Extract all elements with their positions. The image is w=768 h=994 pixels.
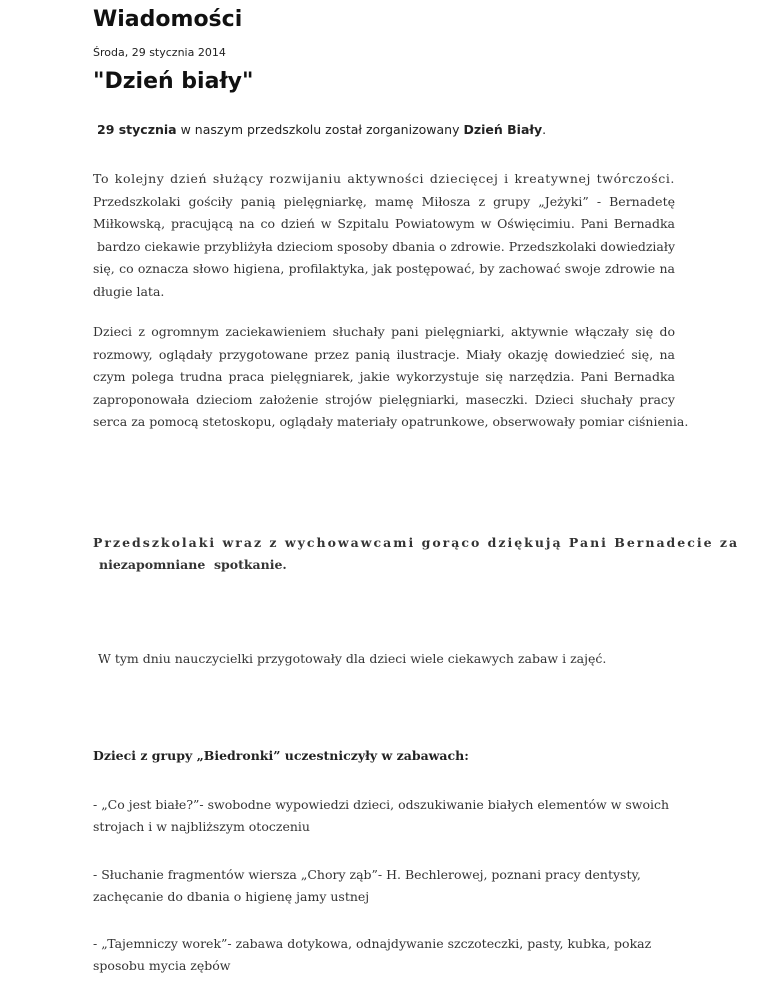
activity-line: strojach i w najbliższym otoczeniu (93, 819, 310, 834)
activity-line: - „Tajemniczy worek”- zabawa dotykowa, odnajdywanie szczoteczki, pasty, kubka, pokaz (93, 936, 652, 951)
activity-line: sposobu mycia zębów (93, 958, 231, 973)
paragraph-line: bardzo ciekawie przybliżyła dzieciom sposoby dbania o zdrowie. Przedszkolaki dowiedziały (93, 238, 675, 254)
activities-note: W tym dniu nauczycielki przygotowały dla dzieci wiele ciekawych zabaw i zajęć. (98, 651, 607, 666)
post-date: Środa, 29 stycznia 2014 (93, 46, 226, 59)
paragraph-line: czym polega trudna praca pielęgniarek, jakie wykorzystuje się narzędzia. Pani Bernadka (93, 369, 675, 384)
paragraph-line: Dzieci z ogromnym zaciekawieniem słuchały pani pielęgniarki, aktywnie włączały się do (93, 324, 675, 339)
paragraph-line: To kolejny dzień służący rozwijaniu aktywności dziecięcej i kreatywnej twórczości. (93, 171, 675, 186)
activity-line: - Słuchanie fragmentów wiersza „Chory ząb”- H. Bechlerowej, poznani pracy dentysty, (93, 867, 641, 882)
post-title: "Dzień biały" (93, 69, 254, 94)
intro-event: Dzień Biały (463, 122, 543, 137)
activity-item (93, 794, 675, 838)
paragraph-line: Miłkowską, pracującą na co dzień w Szpitalu Powiatowym w Oświęcimiu. Pani Bernadka (93, 216, 675, 231)
thanks-paragraph (93, 532, 740, 576)
activity-line: zachęcanie do dbania o higienę jamy ustnej (93, 889, 370, 904)
intro-line (97, 122, 546, 137)
activity-item (93, 864, 675, 908)
paragraph-line: serca za pomocą stetoskopu, oglądały materiały opatrunkowe, obserwowały pomiar ciśnienia. (93, 414, 689, 429)
paragraph-line: Przedszkolaki gościły panią pielęgniarkę, mamę Miłosza z grupy „Jeżyki” - Bernadetę (93, 193, 675, 209)
intro-end: . (542, 122, 547, 137)
activity-item (93, 933, 675, 977)
thanks-line: niezapomniane spotkanie. (99, 557, 287, 572)
intro-text: w naszym przedszkolu został zorganizowany (176, 122, 464, 137)
paragraph-nurse (93, 321, 689, 434)
site-title: Wiadomości (93, 7, 243, 32)
thanks-line: Przedszkolaki wraz z wychowawcami gorąco dziękują Pani Bernadecie za (93, 535, 740, 550)
paragraph-line: rozmowy, oglądały przygotowane przez panią ilustracje. Miały okazję dowiedzieć się, na (93, 346, 675, 362)
paragraph-line: długie lata. (93, 283, 165, 299)
paragraph-visit (93, 168, 675, 303)
intro-date: 29 stycznia (97, 122, 177, 137)
activity-line: - „Co jest białe?”- swobodne wypowiedzi dzieci, odszukiwanie białych elementów w swoich (93, 797, 670, 812)
group-heading: Dzieci z grupy „Biedronki” uczestniczyły w zabawach: (93, 748, 469, 763)
paragraph-line: się, co oznacza słowo higiena, profilaktyka, jak postępować, by zachować swoje zdrowie na (93, 261, 675, 276)
paragraph-line: zaproponowała dzieciom założenie strojów pielęgniarki, maseczki. Dzieci słuchały pracy (93, 391, 675, 407)
